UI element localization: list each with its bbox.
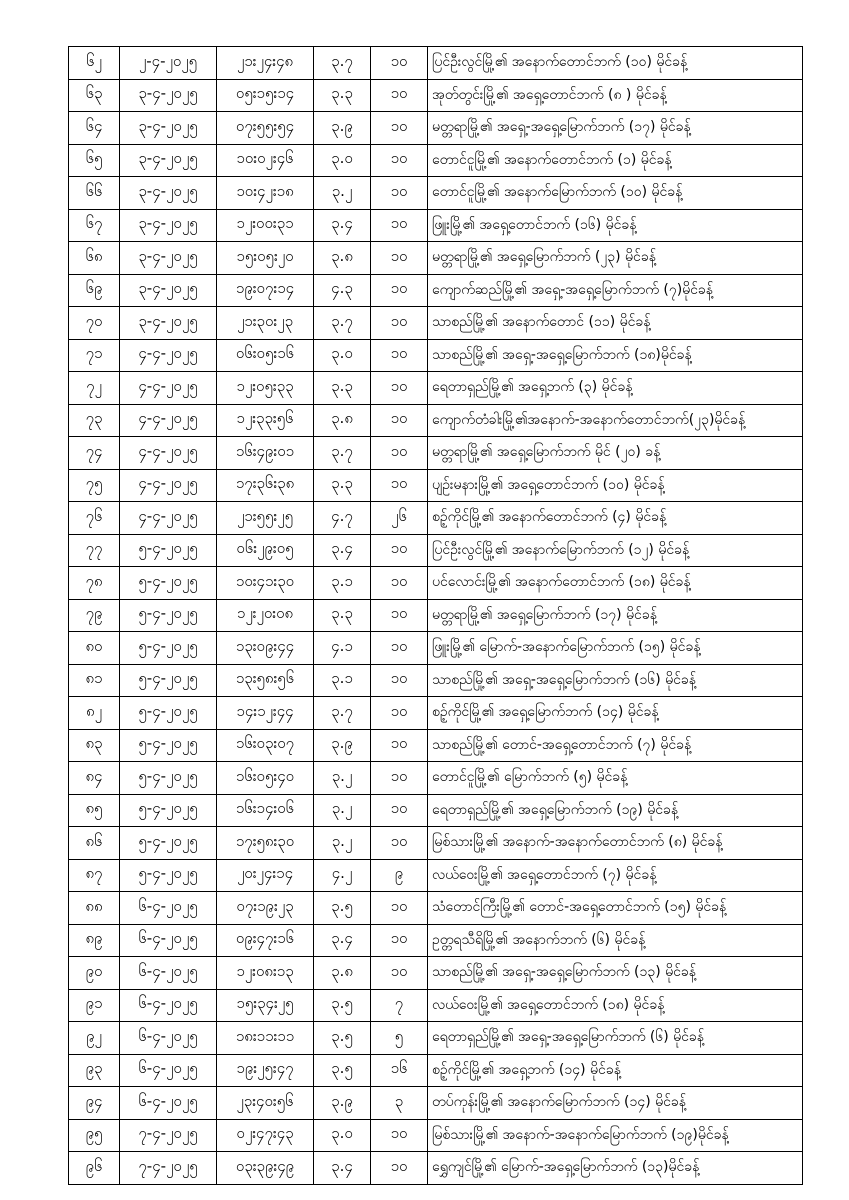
date-cell: ၅-၄-၂၀၂၅ — [120, 859, 217, 892]
depth-cell: ၁၀ — [371, 1152, 428, 1185]
depth-cell: ၁၆ — [371, 1054, 428, 1087]
location-cell: သံတောင်ကြီးမြို့၏ တောင်-အရှေ့တောင်ဘက် (၁၅) မိုင်ခန့် — [428, 892, 803, 925]
date-cell: ၄-၄-၂၀၂၅ — [120, 469, 217, 502]
magnitude-cell: ၃.၅ — [314, 1022, 371, 1055]
location-cell: မြစ်သားမြို့၏ အနောက်-အနောက်မြောက်ဘက် (၁၉)မိုင်ခန့် — [428, 1119, 803, 1152]
depth-cell: ၁၀ — [371, 274, 428, 307]
date-cell: ၅-၄-၂၀၂၅ — [120, 632, 217, 665]
depth-cell: ၁၀ — [371, 924, 428, 957]
location-cell: တောင်ငူမြို့၏ အနောက်မြောက်ဘက် (၁၀) မိုင်ခန့် — [428, 177, 803, 210]
row-number-cell: ၇၄ — [69, 437, 120, 470]
depth-cell: ၁၀ — [371, 827, 428, 860]
time-cell: ၂၃း၄၀း၅၆ — [217, 1087, 314, 1120]
date-cell: ၃-၄-၂၀၂၅ — [120, 112, 217, 145]
location-cell: ပျဉ်းမနားမြို့၏ အရှေ့တောင်ဘက် (၁၀) မိုင်ခန့် — [428, 469, 803, 502]
date-cell: ၄-၄-၂၀၂၅ — [120, 372, 217, 405]
magnitude-cell: ၃.၃ — [314, 469, 371, 502]
magnitude-cell: ၃.၇ — [314, 307, 371, 340]
magnitude-cell: ၄.၃ — [314, 274, 371, 307]
date-cell: ၆-၄-၂၀၂၅ — [120, 989, 217, 1022]
depth-cell: ၃ — [371, 1087, 428, 1120]
time-cell: ၁၉း၀၇း၁၄ — [217, 274, 314, 307]
row-number-cell: ၆၆ — [69, 177, 120, 210]
location-cell: မတ္တရာမြို့၏ အရှေ့မြောက်ဘက် မိုင် (၂၀) ခန့် — [428, 437, 803, 470]
row-number-cell: ၈၂ — [69, 697, 120, 730]
time-cell: ၁၉း၂၅း၄၇ — [217, 1054, 314, 1087]
magnitude-cell: ၃.၂ — [314, 827, 371, 860]
table-row — [69, 1087, 803, 1120]
location-cell: စဉ့်ကိုင်မြို့၏ အနောက်တောင်ဘက် (၄) မိုင်ခန့် — [428, 502, 803, 535]
depth-cell: ၁၀ — [371, 307, 428, 340]
magnitude-cell: ၄.၂ — [314, 859, 371, 892]
date-cell: ၆-၄-၂၀၂၅ — [120, 957, 217, 990]
magnitude-cell: ၃.၈ — [314, 242, 371, 275]
time-cell: ၀၉း၄၇း၁၆ — [217, 924, 314, 957]
date-cell: ၄-၄-၂၀၂၅ — [120, 404, 217, 437]
table-row — [69, 697, 803, 730]
row-number-cell: ၇၇ — [69, 534, 120, 567]
date-cell: ၆-၄-၂၀၂၅ — [120, 1087, 217, 1120]
date-cell: ၄-၄-၂၀၂၅ — [120, 502, 217, 535]
time-cell: ၂၀း၂၄း၁၄ — [217, 859, 314, 892]
date-cell: ၃-၄-၂၀၂၅ — [120, 144, 217, 177]
table-row — [69, 567, 803, 600]
row-number-cell: ၈၅ — [69, 794, 120, 827]
magnitude-cell: ၃.၁ — [314, 567, 371, 600]
location-cell: မတ္တရာမြို့၏ အရှေ့မြောက်ဘက် (၁၇) မိုင်ခန့် — [428, 599, 803, 632]
row-number-cell: ၉၂ — [69, 1022, 120, 1055]
time-cell: ၂၁း၂၄း၄၈ — [217, 47, 314, 80]
date-cell: ၅-၄-၂၀၂၅ — [120, 534, 217, 567]
depth-cell: ၁၀ — [371, 632, 428, 665]
row-number-cell: ၇၈ — [69, 567, 120, 600]
row-number-cell: ၇၀ — [69, 307, 120, 340]
magnitude-cell: ၃.၂ — [314, 794, 371, 827]
depth-cell: ၁၀ — [371, 697, 428, 730]
magnitude-cell: ၃.၅ — [314, 989, 371, 1022]
row-number-cell: ၇၁ — [69, 339, 120, 372]
table-row — [69, 762, 803, 795]
time-cell: ၁၆း၁၄း၀၆ — [217, 794, 314, 827]
depth-cell: ၇ — [371, 989, 428, 1022]
row-number-cell: ၈၇ — [69, 859, 120, 892]
table-row — [69, 209, 803, 242]
magnitude-cell: ၃.၄ — [314, 534, 371, 567]
magnitude-cell: ၃.၀ — [314, 144, 371, 177]
time-cell: ၁၆း၄၉း၀၁ — [217, 437, 314, 470]
date-cell: ၅-၄-၂၀၂၅ — [120, 729, 217, 762]
table-row — [69, 1119, 803, 1152]
depth-cell: ၁၀ — [371, 729, 428, 762]
date-cell: ၄-၄-၂၀၂၅ — [120, 437, 217, 470]
location-cell: ဥတ္တရသီရိမြို့၏ အနောက်ဘက် (၆) မိုင်ခန့် — [428, 924, 803, 957]
table-row — [69, 794, 803, 827]
table-row — [69, 502, 803, 535]
time-cell: ၀၅း၁၅း၁၄ — [217, 79, 314, 112]
location-cell: တောင်ငူမြို့၏ မြောက်ဘက် (၅) မိုင်ခန့် — [428, 762, 803, 795]
magnitude-cell: ၃.၀ — [314, 339, 371, 372]
time-cell: ၁၇း၅၈း၃၀ — [217, 827, 314, 860]
location-cell: ကျောက်ဆည်မြို့၏ အရှေ့-အရှေ့မြောက်ဘက် (၇)မိုင်ခန့် — [428, 274, 803, 307]
time-cell: ၁၆း၀၃း၀၇ — [217, 729, 314, 762]
earthquake-table — [68, 46, 803, 1185]
depth-cell: ၁၀ — [371, 599, 428, 632]
location-cell: ပင်လောင်းမြို့၏ အနောက်တောင်ဘက် (၁၈) မိုင်ခန့် — [428, 567, 803, 600]
magnitude-cell: ၃.၇ — [314, 697, 371, 730]
row-number-cell: ၇၅ — [69, 469, 120, 502]
time-cell: ၁၆း၀၅း၄၀ — [217, 762, 314, 795]
magnitude-cell: ၃.၃ — [314, 599, 371, 632]
table-row — [69, 404, 803, 437]
row-number-cell: ၆၂ — [69, 47, 120, 80]
row-number-cell: ၆၈ — [69, 242, 120, 275]
table-row — [69, 859, 803, 892]
row-number-cell: ၉၄ — [69, 1087, 120, 1120]
time-cell: ၁၅း၀၅း၂၀ — [217, 242, 314, 275]
row-number-cell: ၇၃ — [69, 404, 120, 437]
date-cell: ၅-၄-၂၀၂၅ — [120, 762, 217, 795]
table-row — [69, 372, 803, 405]
time-cell: ၁၂း၃၃း၅၆ — [217, 404, 314, 437]
location-cell: သာစည်မြို့၏ အရှေ့-အရှေ့မြောက်ဘက် (၁၃) မိုင်ခန့် — [428, 957, 803, 990]
date-cell: ၃-၄-၂၀၂၅ — [120, 242, 217, 275]
row-number-cell: ၉၀ — [69, 957, 120, 990]
magnitude-cell: ၃.၂ — [314, 762, 371, 795]
time-cell: ၂၁း၃၀း၂၃ — [217, 307, 314, 340]
magnitude-cell: ၃.၉ — [314, 729, 371, 762]
time-cell: ၀၆း၂၉း၀၅ — [217, 534, 314, 567]
table-row — [69, 1022, 803, 1055]
time-cell: ၁၅း၃၄း၂၅ — [217, 989, 314, 1022]
date-cell: ၄-၄-၂၀၂၅ — [120, 339, 217, 372]
date-cell: ၇-၄-၂၀၂၅ — [120, 1119, 217, 1152]
location-cell: စဉ့်ကိုင်မြို့၏ အရှေ့ဘက် (၁၄) မိုင်ခန့် — [428, 1054, 803, 1087]
depth-cell: ၁၀ — [371, 112, 428, 145]
table-row — [69, 177, 803, 210]
depth-cell: ၁၀ — [371, 339, 428, 372]
table-row — [69, 437, 803, 470]
depth-cell: ၁၀ — [371, 762, 428, 795]
magnitude-cell: ၃.၈ — [314, 957, 371, 990]
table-row — [69, 664, 803, 697]
time-cell: ၁၂း၀၅း၃၃ — [217, 372, 314, 405]
magnitude-cell: ၃.၉ — [314, 112, 371, 145]
depth-cell: ၁၀ — [371, 372, 428, 405]
row-number-cell: ၈၃ — [69, 729, 120, 762]
location-cell: တပ်ကုန်းမြို့၏ အနောက်မြောက်ဘက် (၁၄) မိုင်ခန့် — [428, 1087, 803, 1120]
table-row — [69, 307, 803, 340]
row-number-cell: ၆၇ — [69, 209, 120, 242]
table-row — [69, 924, 803, 957]
row-number-cell: ၈၁ — [69, 664, 120, 697]
location-cell: ကျောက်တံခါးမြို့၏အနောက်-အနောက်တောင်ဘက်(၂၃)မိုင်ခန့် — [428, 404, 803, 437]
date-cell: ၅-၄-၂၀၂၅ — [120, 567, 217, 600]
magnitude-cell: ၃.၇ — [314, 437, 371, 470]
location-cell: သာစည်မြို့၏ တောင်-အရှေ့တောင်ဘက် (၇) မိုင်ခန့် — [428, 729, 803, 762]
time-cell: ၁၃း၅၈း၅၆ — [217, 664, 314, 697]
depth-cell: ၅ — [371, 1022, 428, 1055]
location-cell: သာစည်မြို့၏ အနောက်တောင် (၁၁) မိုင်ခန့် — [428, 307, 803, 340]
magnitude-cell: ၃.၉ — [314, 1087, 371, 1120]
table-row — [69, 469, 803, 502]
depth-cell: ၁၀ — [371, 79, 428, 112]
date-cell: ၅-၄-၂၀၂၅ — [120, 664, 217, 697]
magnitude-cell: ၃.၇ — [314, 47, 371, 80]
date-cell: ၂-၄-၂၀၂၅ — [120, 47, 217, 80]
time-cell: ၂၁း၅၅း၂၅ — [217, 502, 314, 535]
row-number-cell: ၈၆ — [69, 827, 120, 860]
depth-cell: ၁၀ — [371, 567, 428, 600]
date-cell: ၅-၄-၂၀၂၅ — [120, 599, 217, 632]
earthquake-table-container — [68, 46, 803, 1185]
table-row — [69, 989, 803, 1022]
row-number-cell: ၉၆ — [69, 1152, 120, 1185]
row-number-cell: ၆၉ — [69, 274, 120, 307]
table-row — [69, 339, 803, 372]
time-cell: ၁၂း၀၀း၃၁ — [217, 209, 314, 242]
location-cell: သာစည်မြို့၏ အရှေ့-အရှေ့မြောက်ဘက် (၁၆) မိုင်ခန့် — [428, 664, 803, 697]
table-row — [69, 242, 803, 275]
row-number-cell: ၆၄ — [69, 112, 120, 145]
location-cell: မတ္တရာမြို့၏ အရှေ့-အရှေ့မြောက်ဘက် (၁၇) မိုင်ခန့် — [428, 112, 803, 145]
magnitude-cell: ၃.၂ — [314, 177, 371, 210]
date-cell: ၅-၄-၂၀၂၅ — [120, 794, 217, 827]
time-cell: ၀၆း၀၅း၁၆ — [217, 339, 314, 372]
row-number-cell: ၈၄ — [69, 762, 120, 795]
depth-cell: ၉ — [371, 859, 428, 892]
depth-cell: ၁၀ — [371, 794, 428, 827]
magnitude-cell: ၃.၃ — [314, 79, 371, 112]
location-cell: လယ်ဝေးမြို့၏ အရှေ့တောင်ဘက် (၁၈) မိုင်ခန့် — [428, 989, 803, 1022]
date-cell: ၃-၄-၂၀၂၅ — [120, 307, 217, 340]
table-row — [69, 1054, 803, 1087]
magnitude-cell: ၃.၄ — [314, 924, 371, 957]
magnitude-cell: ၃.၀ — [314, 1119, 371, 1152]
time-cell: ၁၄း၁၂း၄၄ — [217, 697, 314, 730]
magnitude-cell: ၃.၈ — [314, 404, 371, 437]
depth-cell: ၁၀ — [371, 957, 428, 990]
table-row — [69, 632, 803, 665]
depth-cell: ၁၀ — [371, 437, 428, 470]
table-row — [69, 599, 803, 632]
row-number-cell: ၇၆ — [69, 502, 120, 535]
depth-cell: ၁၀ — [371, 47, 428, 80]
time-cell: ၁၇း၃၆း၃၈ — [217, 469, 314, 502]
table-row — [69, 112, 803, 145]
location-cell: ပြင်ဦးလွင်မြို့၏ အနောက်တောင်ဘက် (၁၀) မိုင်ခန့် — [428, 47, 803, 80]
depth-cell: ၁၀ — [371, 144, 428, 177]
location-cell: ရေတာရှည်မြို့၏ အရှေ့မြောက်ဘက် (၁၉) မိုင်ခန့် — [428, 794, 803, 827]
time-cell: ၁၈း၁၁း၁၁ — [217, 1022, 314, 1055]
row-number-cell: ၈၈ — [69, 892, 120, 925]
depth-cell: ၁၀ — [371, 242, 428, 275]
date-cell: ၆-၄-၂၀၂၅ — [120, 1022, 217, 1055]
time-cell: ၁၃း၀၉း၄၄ — [217, 632, 314, 665]
table-row — [69, 957, 803, 990]
time-cell: ၁၀း၄၁း၃၀ — [217, 567, 314, 600]
table-row — [69, 47, 803, 80]
depth-cell: ၁၀ — [371, 177, 428, 210]
time-cell: ၀၃း၃၉း၄၉ — [217, 1152, 314, 1185]
location-cell: လယ်ဝေးမြို့၏ အရှေ့တောင်ဘက် (၇) မိုင်ခန့် — [428, 859, 803, 892]
location-cell: မြစ်သားမြို့၏ အနောက်-အနောက်တောင်ဘက် (၈) မိုင်ခန့် — [428, 827, 803, 860]
row-number-cell: ၇၉ — [69, 599, 120, 632]
table-row — [69, 144, 803, 177]
row-number-cell: ၆၃ — [69, 79, 120, 112]
magnitude-cell: ၃.၄ — [314, 209, 371, 242]
date-cell: ၆-၄-၂၀၂၅ — [120, 892, 217, 925]
date-cell: ၃-၄-၂၀၂၅ — [120, 177, 217, 210]
depth-cell: ၁၀ — [371, 534, 428, 567]
magnitude-cell: ၃.၅ — [314, 1054, 371, 1087]
location-cell: စဉ့်ကိုင်မြို့၏ အရှေ့မြောက်ဘက် (၁၄) မိုင်ခန့် — [428, 697, 803, 730]
date-cell: ၃-၄-၂၀၂၅ — [120, 209, 217, 242]
magnitude-cell: ၃.၄ — [314, 1152, 371, 1185]
table-row — [69, 827, 803, 860]
depth-cell: ၁၀ — [371, 892, 428, 925]
depth-cell: ၁၀ — [371, 1119, 428, 1152]
row-number-cell: ၇၂ — [69, 372, 120, 405]
time-cell: ၀၇း၅၅း၅၄ — [217, 112, 314, 145]
table-body — [69, 47, 803, 1185]
magnitude-cell: ၄.၇ — [314, 502, 371, 535]
location-cell: ရွှေကျင်မြို့၏ မြောက်-အရှေ့မြောက်ဘက် (၁၃)မိုင်ခန့် — [428, 1152, 803, 1185]
location-cell: ရေတာရှည်မြို့၏ အရှေ့ဘက် (၃) မိုင်ခန့် — [428, 372, 803, 405]
magnitude-cell: ၃.၃ — [314, 372, 371, 405]
magnitude-cell: ၃.၅ — [314, 892, 371, 925]
time-cell: ၁၀း၀၂း၄၆ — [217, 144, 314, 177]
location-cell: တောင်ငူမြို့၏ အနောက်တောင်ဘက် (၁) မိုင်ခန့် — [428, 144, 803, 177]
table-row — [69, 274, 803, 307]
row-number-cell: ၉၅ — [69, 1119, 120, 1152]
time-cell: ၁၂း၂၀း၀၈ — [217, 599, 314, 632]
location-cell: အုတ်တွင်းမြို့၏ အရှေ့တောင်ဘက် (၈ ) မိုင်ခန့် — [428, 79, 803, 112]
date-cell: ၅-၄-၂၀၂၅ — [120, 697, 217, 730]
depth-cell: ၁၀ — [371, 404, 428, 437]
table-row — [69, 729, 803, 762]
location-cell: ဖြူးမြို့၏ မြောက်-အနောက်မြောက်ဘက် (၁၅) မိုင်ခန့် — [428, 632, 803, 665]
row-number-cell: ၈၉ — [69, 924, 120, 957]
table-row — [69, 892, 803, 925]
depth-cell: ၂၆ — [371, 502, 428, 535]
date-cell: ၃-၄-၂၀၂၅ — [120, 79, 217, 112]
location-cell: ဖြူးမြို့၏ အရှေ့တောင်ဘက် (၁၆) မိုင်ခန့် — [428, 209, 803, 242]
row-number-cell: ၉၃ — [69, 1054, 120, 1087]
depth-cell: ၁၀ — [371, 469, 428, 502]
magnitude-cell: ၃.၁ — [314, 664, 371, 697]
row-number-cell: ၈၀ — [69, 632, 120, 665]
time-cell: ၁၂း၀၈း၁၃ — [217, 957, 314, 990]
date-cell: ၆-၄-၂၀၂၅ — [120, 924, 217, 957]
row-number-cell: ၆၅ — [69, 144, 120, 177]
table-row — [69, 534, 803, 567]
depth-cell: ၁၀ — [371, 664, 428, 697]
time-cell: ၀၇း၁၉း၂၃ — [217, 892, 314, 925]
location-cell: သာစည်မြို့၏ အရှေ့-အရှေ့မြောက်ဘက် (၁၈)မိုင်ခန့် — [428, 339, 803, 372]
location-cell: ပြင်ဦးလွင်မြို့၏ အနောက်မြောက်ဘက် (၁၂) မိုင်ခန့် — [428, 534, 803, 567]
table-row — [69, 79, 803, 112]
date-cell: ၆-၄-၂၀၂၅ — [120, 1054, 217, 1087]
location-cell: မတ္တရာမြို့၏ အရှေ့မြောက်ဘက် (၂၃) မိုင်ခန့် — [428, 242, 803, 275]
time-cell: ၁၀း၄၂း၁၈ — [217, 177, 314, 210]
date-cell: ၇-၄-၂၀၂၅ — [120, 1152, 217, 1185]
depth-cell: ၁၀ — [371, 209, 428, 242]
date-cell: ၃-၄-၂၀၂၅ — [120, 274, 217, 307]
location-cell: ရေတာရှည်မြို့၏ အရှေ့-အရှေ့မြောက်ဘက် (၆) မိုင်ခန့် — [428, 1022, 803, 1055]
time-cell: ၀၂း၄၇း၄၃ — [217, 1119, 314, 1152]
magnitude-cell: ၄.၁ — [314, 632, 371, 665]
row-number-cell: ၉၁ — [69, 989, 120, 1022]
table-row — [69, 1152, 803, 1185]
date-cell: ၅-၄-၂၀၂၅ — [120, 827, 217, 860]
